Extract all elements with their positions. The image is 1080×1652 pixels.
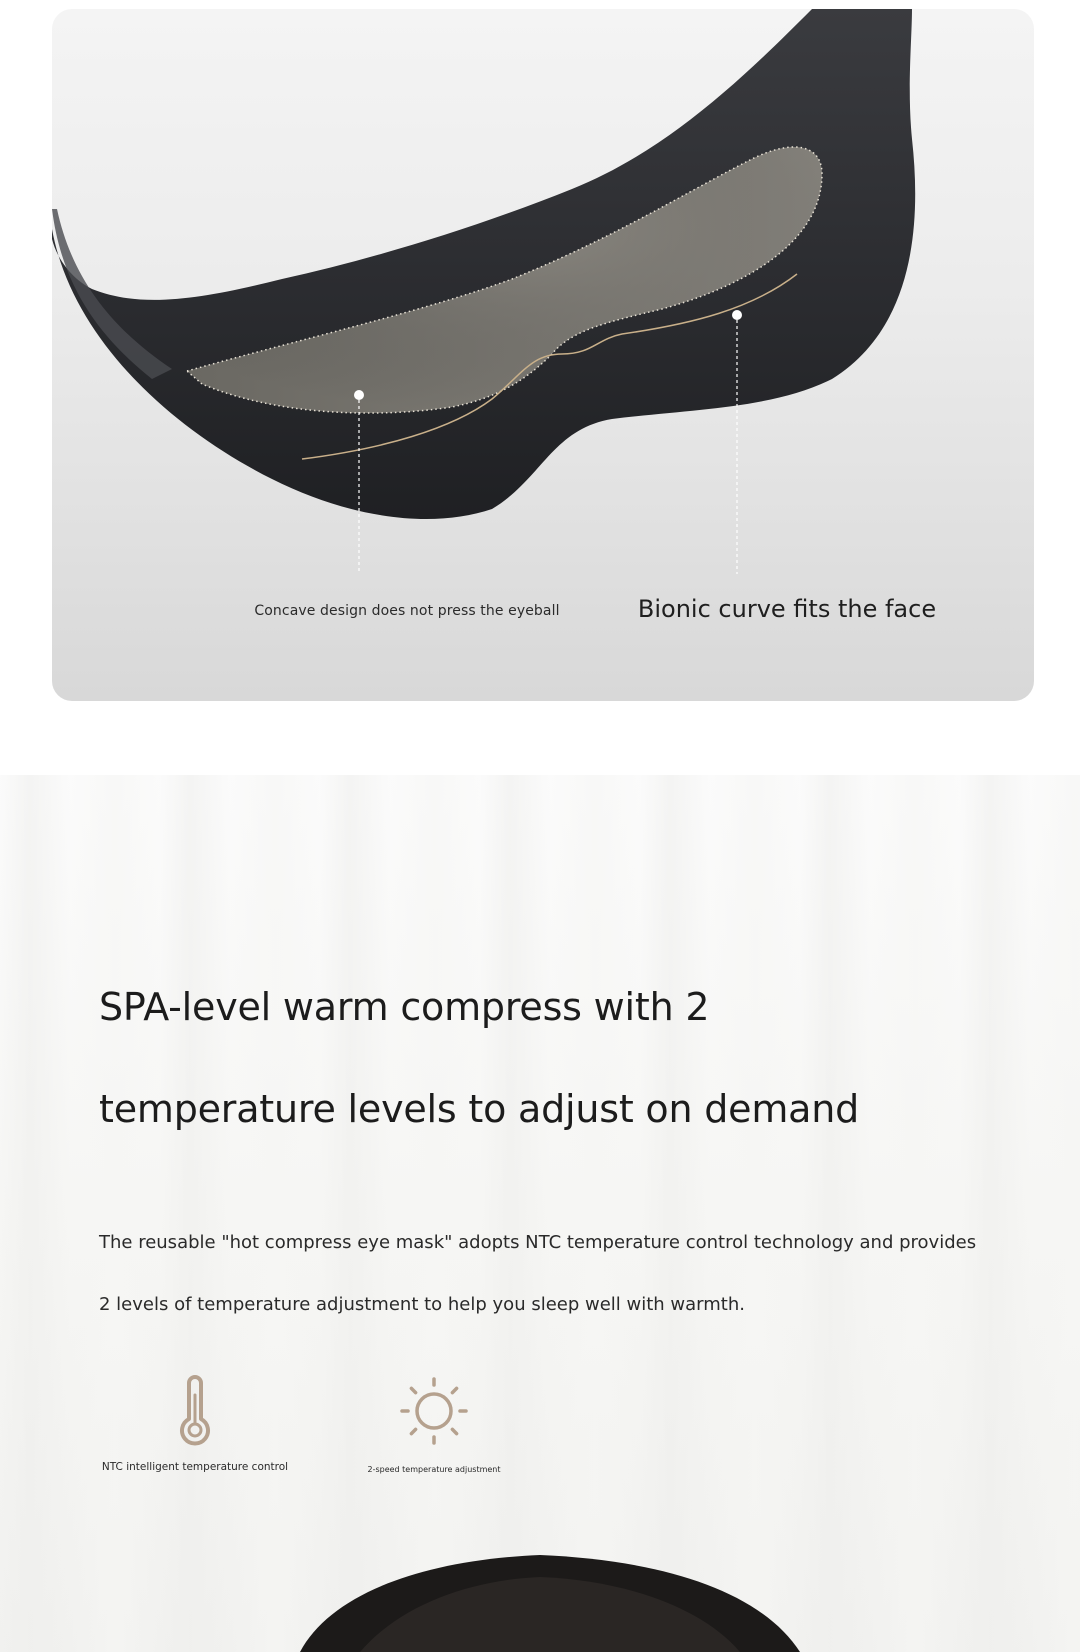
warm-compress-section [0, 775, 1080, 1652]
callout-caption-bionic: Bionic curve fits the face [637, 595, 937, 623]
mask-body [52, 9, 915, 519]
product-image-card [52, 9, 1034, 701]
callout-dot-left [354, 390, 364, 400]
callout-caption-concave: Concave design does not press the eyeball [254, 603, 560, 619]
person-hair-image [0, 775, 1080, 1652]
section-headline-line1: SPA-level warm compress with 2 [99, 985, 710, 1029]
feature-label-2-speed: 2-speed temperature adjustment [367, 1465, 501, 1474]
callout-dot-right [732, 310, 742, 320]
section-body-line1: The reusable "hot compress eye mask" adopts NTC temperature control technology and provides [99, 1232, 977, 1253]
feature-label-ntc: NTC intelligent temperature control [101, 1461, 289, 1473]
section-body-line2: 2 levels of temperature adjustment to help you sleep well with warmth. [99, 1294, 745, 1315]
section-headline-line2: temperature levels to adjust on demand [99, 1087, 860, 1131]
